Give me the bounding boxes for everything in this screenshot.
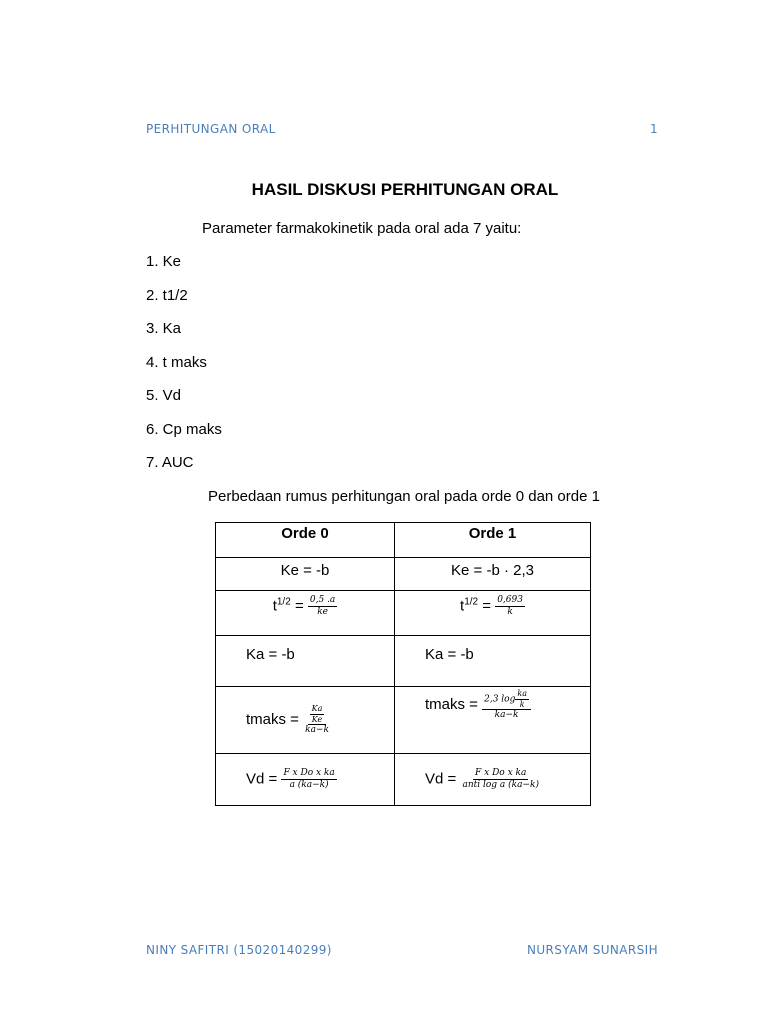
numerator: 0,693 [497, 595, 523, 605]
table-row [216, 558, 591, 591]
formula-lhs: tmaks = [425, 695, 483, 713]
intro-text: Parameter farmakokinetik pada oral ada 7 yaitu: [202, 220, 522, 237]
ka-orde-0: Ka = -b [216, 636, 395, 687]
inner-numerator: Ka [311, 704, 323, 713]
fraction [495, 595, 525, 618]
denominator: ka−k [494, 710, 519, 721]
list-item: 3. Ka [146, 320, 182, 337]
page-number: 1 [650, 122, 659, 136]
ka-orde-1: Ka = -b [395, 636, 591, 687]
numerator: F x Do x ka [475, 768, 527, 779]
exponent: 1/2 [464, 596, 479, 608]
ke-orde-0: Ke = -b [216, 558, 395, 591]
table-row [216, 754, 591, 806]
inner-fraction [310, 704, 325, 724]
thalf-orde-0 [216, 591, 395, 636]
formula-lhs: tmaks = [246, 710, 304, 728]
inner-fraction [515, 689, 529, 709]
fraction [281, 768, 336, 791]
denominator: anti log a (ka−k) [462, 780, 539, 790]
list-item: 4. t maks [146, 353, 207, 371]
list-item: 7. AUC [146, 454, 194, 471]
inner-denominator: Ke [311, 714, 323, 724]
header-title: PERHITUNGAN ORAL [146, 122, 276, 136]
equals-sign: = [290, 597, 308, 615]
log-prefix: 2,3 log [484, 694, 516, 705]
formula-lhs: t [460, 597, 465, 615]
fraction [303, 704, 331, 736]
list-item: 5. Vd [146, 387, 182, 404]
fraction [460, 768, 541, 791]
formula-lhs: Vd = [246, 770, 282, 788]
table-row [216, 636, 591, 687]
vd-orde-1 [395, 754, 591, 806]
inner-denominator: k [519, 699, 525, 709]
tmaks-orde-0 [216, 687, 395, 754]
denominator: ke [317, 606, 328, 617]
thalf-orde-1 [395, 591, 591, 636]
equals-sign: = [478, 597, 496, 615]
denominator: ka−k [305, 725, 329, 736]
inner-numerator: ka [517, 689, 527, 698]
table-row [216, 591, 591, 636]
formula-table [215, 522, 591, 806]
numerator: 0,5 .a [309, 595, 336, 605]
column-header-orde-1: Orde 1 [395, 523, 591, 558]
list-item: 1. Ke [146, 253, 182, 270]
comparison-intro: Perbedaan rumus perhitungan oral pada orde 0 dan orde 1 [208, 488, 600, 505]
numerator [308, 704, 327, 725]
numerator [482, 689, 531, 710]
fraction [308, 595, 337, 618]
tmaks-orde-1 [395, 687, 591, 754]
denominator: k [507, 606, 513, 617]
table-row [216, 523, 591, 558]
formula-lhs: t [272, 597, 277, 615]
exponent: 1/2 [276, 596, 291, 608]
list-item: 6. Cp maks [146, 420, 222, 438]
footer-author: NINY SAFITRI (15020140299) [146, 943, 332, 957]
footer-lecturer: NURSYAM SUNARSIH [527, 943, 658, 957]
denominator: a (ka−k) [289, 780, 329, 790]
table-row [216, 687, 591, 754]
fraction [482, 689, 531, 721]
list-item: 2. t1/2 [146, 286, 188, 304]
column-header-orde-0: Orde 0 [216, 523, 395, 558]
ke-orde-1: Ke = -b · 2,3 [395, 558, 591, 591]
document-title: HASIL DISKUSI PERHITUNGAN ORAL [251, 180, 559, 199]
parameter-list [146, 253, 222, 488]
numerator: F x Do x ka [283, 768, 335, 779]
vd-orde-0 [216, 754, 395, 806]
formula-lhs: Vd = [425, 770, 461, 788]
